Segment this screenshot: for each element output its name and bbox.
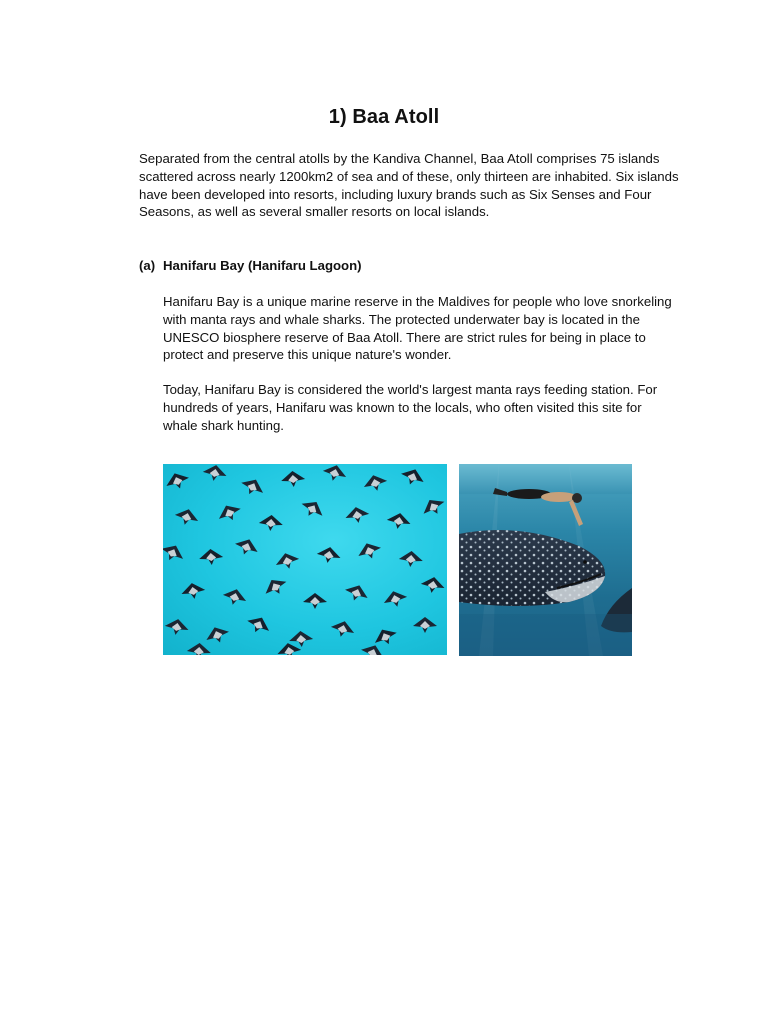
whale-shark-photo (459, 464, 632, 656)
manta-ray (164, 617, 190, 637)
manta-ray (419, 494, 447, 520)
manta-ray (280, 470, 305, 488)
section-a-paragraph-1: Hanifaru Bay is a unique marine reserve in the Maldives for people who love snorkeling with manta rays and whale sharks. The protected underwater bay is located in the UNESCO biosphere reserve of Baa Atoll. There are strict rules for being in place to protect and preserve this unique nature's wonder. (163, 294, 672, 363)
manta-ray (258, 514, 283, 532)
manta-ray (362, 472, 389, 494)
manta-ray (321, 464, 348, 484)
manta-ray (359, 641, 387, 655)
manta-ray (399, 465, 427, 488)
manta-ray (203, 623, 231, 646)
manta-ray (238, 475, 267, 500)
manta-rays-photo (163, 464, 447, 655)
manta-ray (420, 575, 446, 595)
whale-shark (459, 530, 605, 606)
manta-ray (386, 511, 412, 531)
manta-ray (316, 545, 342, 565)
intro-paragraph: Separated from the central atolls by the Kandiva Channel, Baa Atoll comprises 75 islands scattered across nearly 1200km2 of sea and of these, only thirteen are inhabited. Six islands have been developed into resorts, including luxury brands such as Six Senses and Four Seasons, as well as several smaller resorts on local islands. (139, 151, 679, 220)
manta-ray (398, 550, 423, 568)
manta-ray (344, 505, 370, 525)
section-a-marker: (a) (139, 258, 156, 273)
manta-ray (276, 641, 302, 655)
manta-ray (186, 642, 211, 655)
manta-ray (288, 630, 313, 648)
section-a-heading (139, 257, 679, 275)
section-a-title: Hanifaru Bay (Hanifaru Lagoon) (163, 258, 362, 273)
manta-ray (343, 581, 371, 604)
section-a-paragraph-2: Today, Hanifaru Bay is considered the world's largest manta rays feeding station. For hundreds of years, Hanifaru was known to the locals, who often visited this site for whale shark hunting. (163, 382, 658, 433)
manta-ray (163, 469, 191, 492)
manta-ray (261, 574, 290, 600)
manta-ray (202, 464, 228, 483)
manta-ray (215, 501, 244, 526)
manta-ray (298, 496, 327, 522)
page-title: 1) Baa Atoll (328, 106, 440, 128)
manta-ray (180, 581, 206, 601)
manta-ray (303, 593, 327, 609)
snorkeler (493, 488, 583, 526)
manta-ray (233, 535, 261, 558)
manta-ray (274, 550, 301, 572)
manta-rays-illustration (163, 464, 447, 655)
manta-ray (329, 618, 356, 640)
water-surface (459, 464, 632, 494)
manta-ray (221, 586, 248, 608)
manta-ray (198, 548, 223, 566)
whale-shark-illustration (459, 464, 632, 656)
manta-ray (244, 613, 273, 638)
manta-ray (382, 588, 409, 610)
manta-ray (355, 539, 383, 562)
manta-ray (163, 541, 187, 566)
manta-ray (413, 617, 437, 633)
manta-ray (173, 506, 200, 528)
